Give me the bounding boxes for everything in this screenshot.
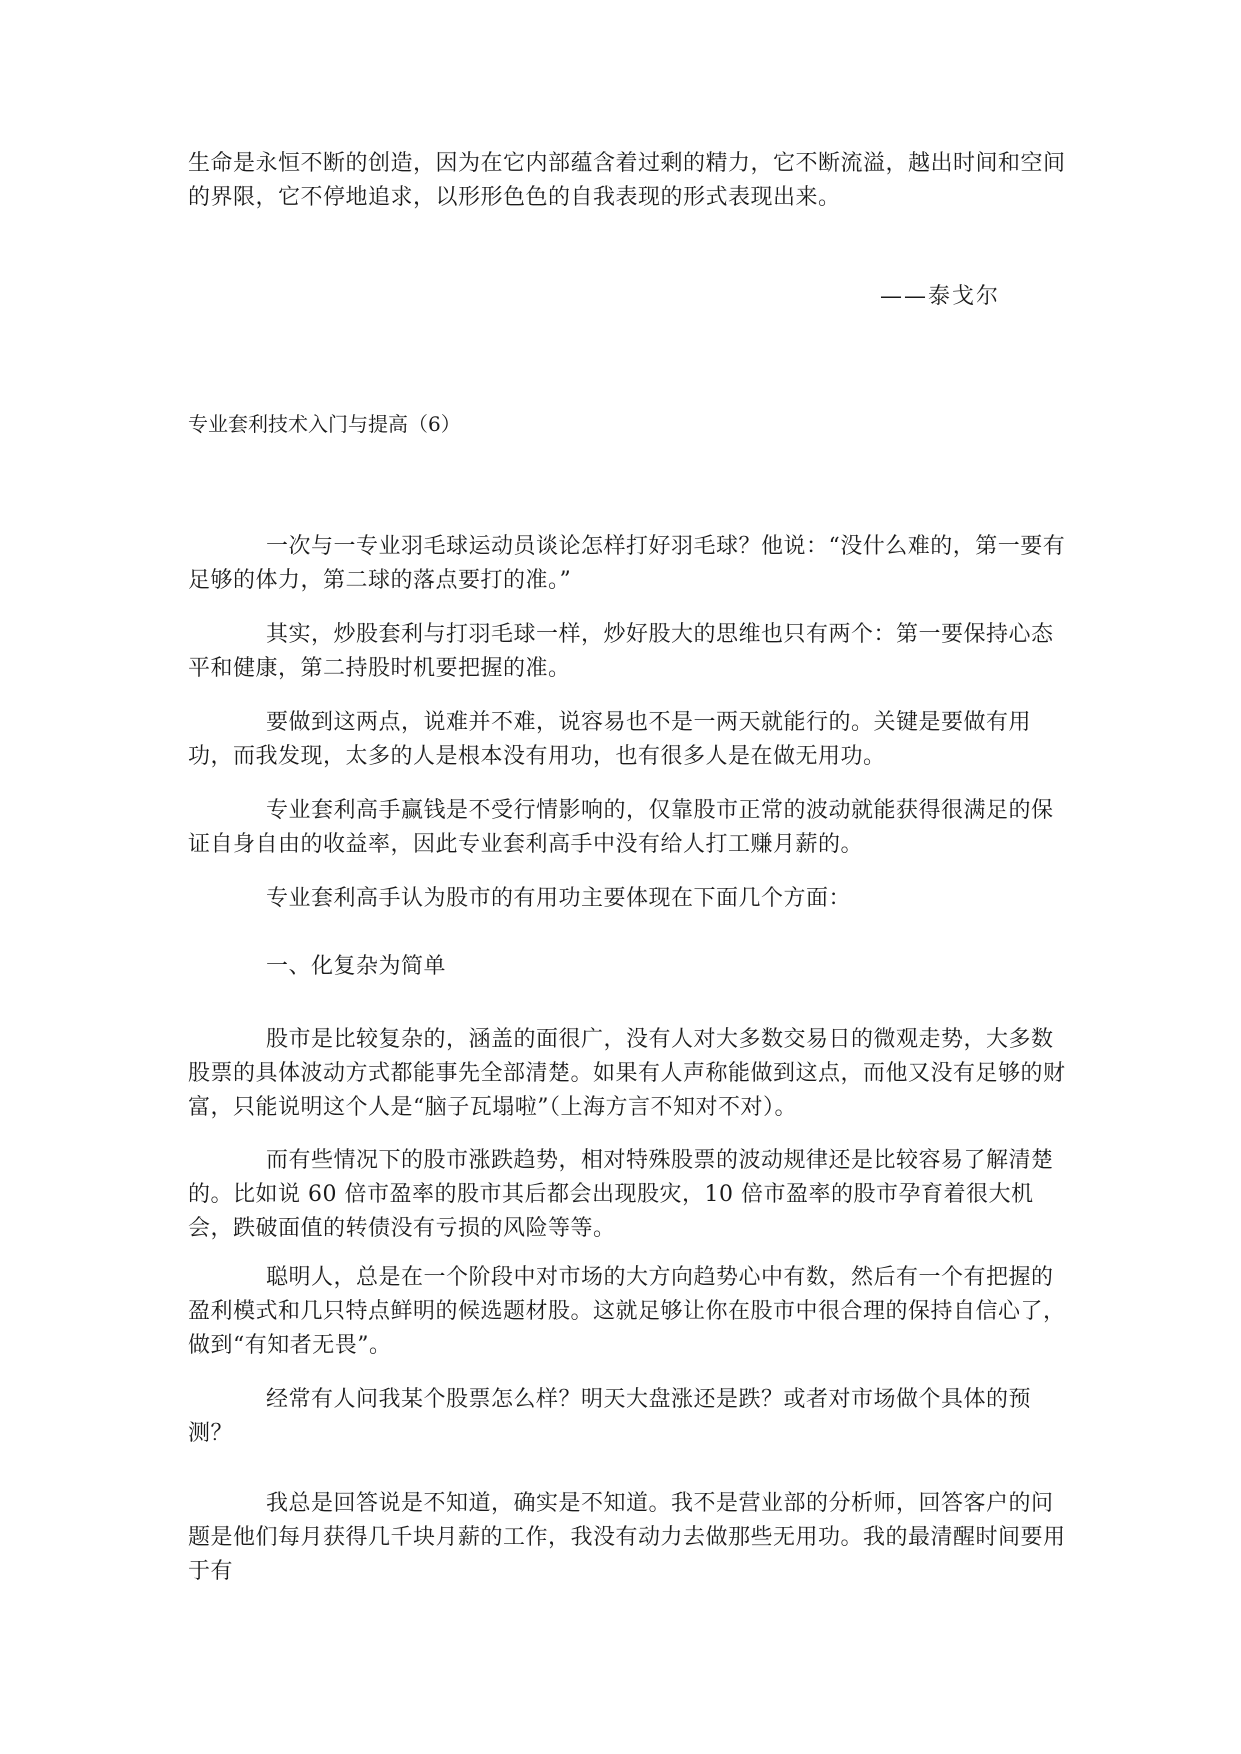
paragraph: 其实，炒股套利与打羽毛球一样，炒好股大的思维也只有两个：第一要保持心态平和健康，第二持股时机要把握的准。 bbox=[188, 622, 1054, 681]
paragraph: 我总是回答说是不知道，确实是不知道。我不是营业部的分析师，回答客户的问题是他们每月获得几千块月薪的工作，我没有动力去做那些无用功。我的最清醒时间要用于有 bbox=[188, 1491, 1066, 1584]
article-title: 专业套利技术入门与提高（6） bbox=[188, 412, 461, 436]
epigraph-author: ——泰戈尔 bbox=[880, 284, 1001, 309]
paragraph: 专业套利高手认为股市的有用功主要体现在下面几个方面： bbox=[266, 886, 852, 911]
paragraph: 要做到这两点，说难并不难，说容易也不是一两天就能行的。关键是要做有用功，而我发现，太多的人是根本没有用功，也有很多人是在做无用功。 bbox=[188, 710, 1032, 769]
paragraph: 聪明人，总是在一个阶段中对市场的大方向趋势心中有数，然后有一个有把握的盈利模式和几只特点鲜明的候选题材股。这就足够让你在股市中很合理的保持自信心了，做到“有知者无畏”。 bbox=[188, 1265, 1066, 1358]
paragraph: 一次与一专业羽毛球运动员谈论怎样打好羽毛球？他说：“没什么难的，第一要有足够的体力，第二球的落点要打的准。” bbox=[188, 534, 1066, 593]
paragraph: 而有些情况下的股市涨跌趋势，相对特殊股票的波动规律还是比较容易了解清楚的。比如说 60 倍市盈率的股市其后都会出现股灾，10 倍市盈率的股市孕育着很大机会，跌破面值的转债没有亏损的风险等等。 bbox=[188, 1148, 1054, 1241]
paragraph: 股市是比较复杂的，涵盖的面很广，没有人对大多数交易日的微观走势，大多数股票的具体波动方式都能事先全部清楚。如果有人声称能做到这点，而他又没有足够的财富，只能说明这个人是“脑子瓦塌啦”（上海方言不知对不对）。 bbox=[188, 1027, 1066, 1120]
section-heading: 一、化复杂为简单 bbox=[266, 954, 447, 979]
epigraph-quote: 生命是永恒不断的创造，因为在它内部蕴含着过剩的精力，它不断流溢，越出时间和空间的界限，它不停地追求，以形形色色的自我表现的形式表现出来。 bbox=[188, 151, 1066, 210]
paragraph: 经常有人问我某个股票怎么样？明天大盘涨还是跌？或者对市场做个具体的预测？ bbox=[188, 1387, 1032, 1446]
paragraph: 专业套利高手赢钱是不受行情影响的，仅靠股市正常的波动就能获得很满足的保证自身自由的收益率，因此专业套利高手中没有给人打工赚月薪的。 bbox=[188, 798, 1054, 857]
